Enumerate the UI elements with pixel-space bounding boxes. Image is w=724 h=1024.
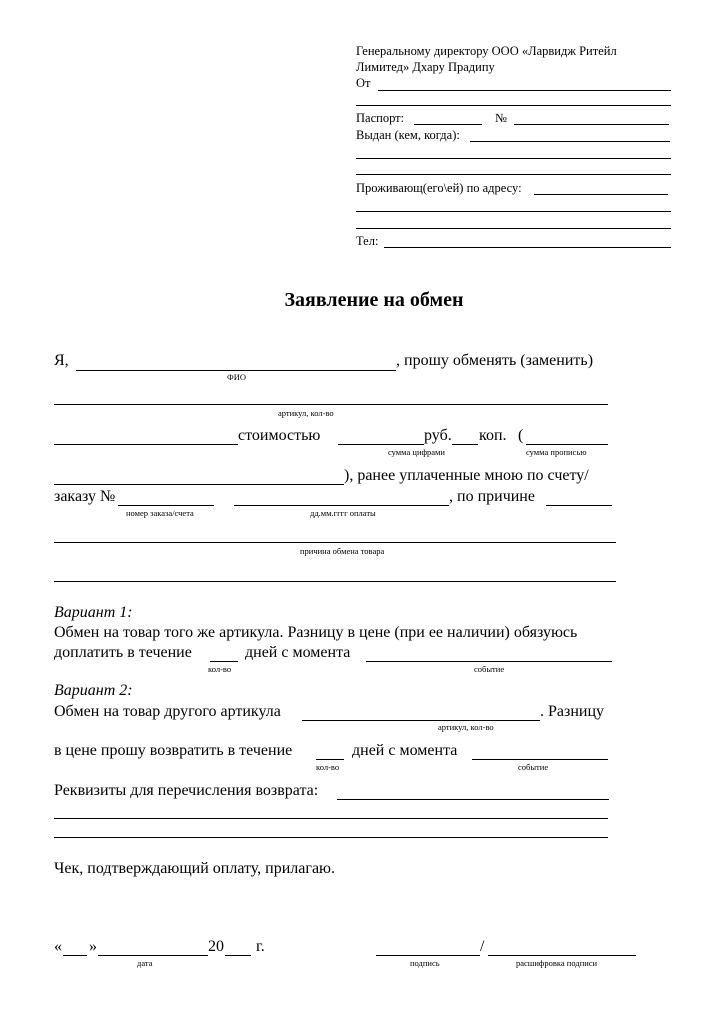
variant2-line2b: дней с момента (352, 742, 458, 759)
sum-words-field[interactable] (526, 444, 608, 445)
kop-field[interactable] (452, 444, 478, 445)
order-label: заказу № (54, 488, 116, 505)
article-field[interactable] (54, 404, 608, 405)
issued-field[interactable] (470, 141, 670, 142)
sum-digits-caption: сумма цифрами (388, 447, 445, 457)
requisites-field[interactable] (337, 799, 609, 800)
reason-field-3[interactable] (54, 581, 616, 582)
variant1-event-caption: событие (474, 664, 505, 674)
variant1-line1: Обмен на товар того же артикула. Разницу в цене (при ее наличии) обязуюсь (54, 624, 578, 641)
variant1-title: Вариант 1: (54, 604, 133, 621)
from-field-2[interactable] (356, 105, 671, 106)
rub-label: руб. (424, 427, 452, 444)
order-number-caption: номер заказа/счета (126, 508, 194, 518)
requisites-label: Реквизиты для перечисления возврата: (54, 782, 319, 799)
sum-words-field-2[interactable] (54, 484, 344, 485)
variant1-line2a: доплатить в течение (54, 644, 192, 661)
variant2-article-field[interactable] (302, 720, 540, 721)
signature-field[interactable] (376, 955, 480, 956)
open-paren: ( (518, 427, 524, 444)
fio-field[interactable] (76, 370, 396, 371)
variant2-line2a: в цене прошу возвратить в течение (54, 742, 293, 759)
i-label: Я, (54, 352, 69, 369)
date-caption: дата (137, 958, 153, 968)
requisites-field-2[interactable] (54, 818, 608, 819)
document-title: Заявление на обмен (284, 289, 464, 311)
passport-series-field[interactable] (414, 124, 482, 125)
reason-field-2[interactable] (54, 542, 616, 543)
variant2-line1a: Обмен на товар другого артикула (54, 703, 281, 720)
rub-field[interactable] (338, 444, 424, 445)
article-caption: артикул, кол-во (278, 408, 334, 418)
order-number-field[interactable] (118, 505, 214, 506)
day-field[interactable] (63, 955, 87, 956)
passport-number-label: № (495, 111, 507, 125)
phone-label: Тел: (356, 234, 379, 248)
year-field[interactable] (225, 955, 251, 956)
year-suffix: г. (256, 938, 265, 955)
variant2-article-caption: артикул, кол-во (438, 722, 494, 732)
receipt-text: Чек, подтверждающий оплату, прилагаю. (54, 860, 336, 877)
address-label: Проживающ(его\ей) по адресу: (356, 181, 522, 195)
variant2-qty-caption: кол-во (316, 762, 340, 772)
variant1-line2b: дней с момента (245, 644, 351, 661)
reason-label: , по причине (449, 488, 535, 505)
month-field[interactable] (98, 955, 208, 956)
paid-text: ), ранее уплаченные мною по счету/ (344, 467, 589, 484)
variant1-event-field[interactable] (366, 661, 612, 662)
addressee-line-1: Генеральному директору ООО «Ларвидж Ритейл (356, 44, 617, 58)
variant1-qty-caption: кол-во (208, 664, 232, 674)
address-field-3[interactable] (356, 228, 671, 229)
variant2-event-caption: событие (518, 762, 549, 772)
product-field[interactable] (54, 444, 238, 445)
kop-label: коп. (479, 427, 507, 444)
request-text: , прошу обменять (заменить) (396, 352, 594, 369)
variant2-qty-field[interactable] (316, 759, 344, 760)
issued-field-3[interactable] (356, 174, 671, 175)
variant1-qty-field[interactable] (210, 661, 238, 662)
passport-label: Паспорт: (356, 111, 405, 125)
passport-number-field[interactable] (514, 124, 669, 125)
payment-date-field[interactable] (234, 505, 449, 506)
addressee-line-2: Лимитед» Дхару Прадипу (356, 60, 495, 74)
date-quote-open: « (54, 938, 62, 955)
signature-caption: подпись (410, 958, 440, 968)
reason-caption: причина обмена товара (300, 546, 385, 556)
sum-words-caption: сумма прописью (526, 447, 587, 457)
issued-field-2[interactable] (356, 158, 671, 159)
payment-date-caption: дд.мм.гггг оплаты (310, 508, 376, 518)
signature-slash: / (480, 938, 485, 955)
date-quote-close: » (89, 938, 97, 955)
reason-field[interactable] (546, 505, 612, 506)
cost-label: стоимостью (238, 427, 321, 444)
requisites-field-3[interactable] (54, 837, 608, 838)
phone-field[interactable] (384, 247, 671, 248)
from-field[interactable] (378, 90, 671, 91)
fio-caption: ФИО (227, 372, 246, 382)
variant2-event-field[interactable] (472, 759, 608, 760)
variant2-title: Вариант 2: (54, 682, 133, 699)
decoding-field[interactable] (488, 955, 636, 956)
year-prefix: 20 (208, 938, 224, 955)
address-field[interactable] (534, 194, 668, 195)
variant2-line1b: . Разницу (540, 703, 605, 720)
decoding-caption: расшифровка подписи (516, 958, 598, 968)
address-field-2[interactable] (356, 211, 671, 212)
issued-label: Выдан (кем, когда): (356, 128, 460, 142)
from-label: От (356, 76, 371, 90)
